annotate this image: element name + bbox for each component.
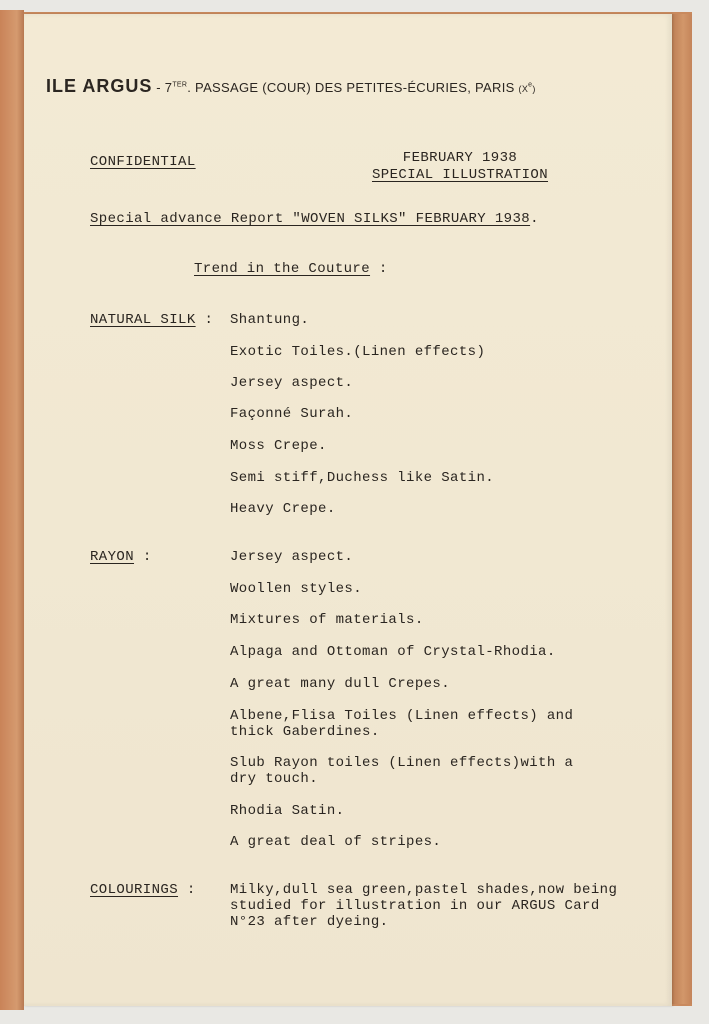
confidential-label: CONFIDENTIAL: [90, 154, 196, 170]
letterhead-district-close: ): [532, 84, 536, 94]
list-item: Exotic Toiles.(Linen effects): [230, 344, 486, 360]
natural-silk-label: NATURAL SILK: [90, 312, 196, 328]
report-title-text: Special advance Report "WOVEN SILKS" FEBRUARY 1938: [90, 211, 531, 227]
letterhead-district-sup: e: [528, 81, 533, 89]
folder-edge: [670, 14, 692, 1004]
natural-silk-colon: :: [204, 312, 214, 328]
report-title: [90, 211, 539, 227]
list-item: Façonné Surah.: [230, 406, 354, 422]
list-item: A great many dull Crepes.: [230, 676, 451, 692]
list-item: Shantung.: [230, 312, 310, 328]
header-date: FEBRUARY 1938: [402, 150, 518, 166]
colourings-line: studied for illustration in our ARGUS Card: [230, 898, 600, 914]
list-item: Jersey aspect.: [230, 549, 354, 565]
natural-silk-heading: [90, 312, 213, 328]
letterhead-ter: TER: [172, 81, 188, 89]
trend-label: Trend in the Couture: [194, 261, 371, 277]
colourings-label: COLOURINGS: [90, 882, 179, 898]
colourings-colon: :: [186, 882, 196, 898]
colourings-heading: [90, 882, 196, 898]
list-item: Rhodia Satin.: [230, 803, 345, 819]
list-item: Moss Crepe.: [230, 438, 327, 454]
list-item: Jersey aspect.: [230, 375, 354, 391]
list-item: Semi stiff,Duchess like Satin.: [230, 470, 495, 486]
list-item: Mixtures of materials.: [230, 612, 424, 628]
list-item: Albene,Flisa Toiles (Linen effects) and: [230, 708, 574, 724]
letterhead-address: . PASSAGE (COUR) DES PETITES-ÉCURIES, PARIS: [187, 80, 515, 95]
list-item: Heavy Crepe.: [230, 501, 336, 517]
rayon-label: RAYON: [90, 549, 135, 565]
letterhead-brand: ILE ARGUS: [46, 76, 153, 96]
rayon-heading: [90, 549, 152, 565]
list-item: Slub Rayon toiles (Linen effects)with a: [230, 755, 574, 771]
rayon-colon: :: [142, 549, 152, 565]
list-item: Woollen styles.: [230, 581, 363, 597]
letterhead-district: (X: [518, 84, 529, 94]
trend-colon: :: [378, 261, 388, 277]
letterhead-dash: - 7: [152, 80, 173, 95]
list-item: dry touch.: [230, 771, 319, 787]
folder-spine: [0, 10, 24, 1010]
colourings-line: Milky,dull sea green,pastel shades,now being: [230, 882, 618, 898]
list-item: thick Gaberdines.: [230, 724, 380, 740]
report-title-period: .: [530, 211, 539, 227]
colourings-line: N°23 after dyeing.: [230, 914, 389, 930]
trend-heading: [194, 261, 388, 277]
list-item: A great deal of stripes.: [230, 834, 442, 850]
document-page: [24, 14, 672, 1006]
header-special: SPECIAL ILLUSTRATION: [371, 167, 549, 183]
letterhead: [46, 76, 666, 97]
list-item: Alpaga and Ottoman of Crystal-Rhodia.: [230, 644, 556, 660]
